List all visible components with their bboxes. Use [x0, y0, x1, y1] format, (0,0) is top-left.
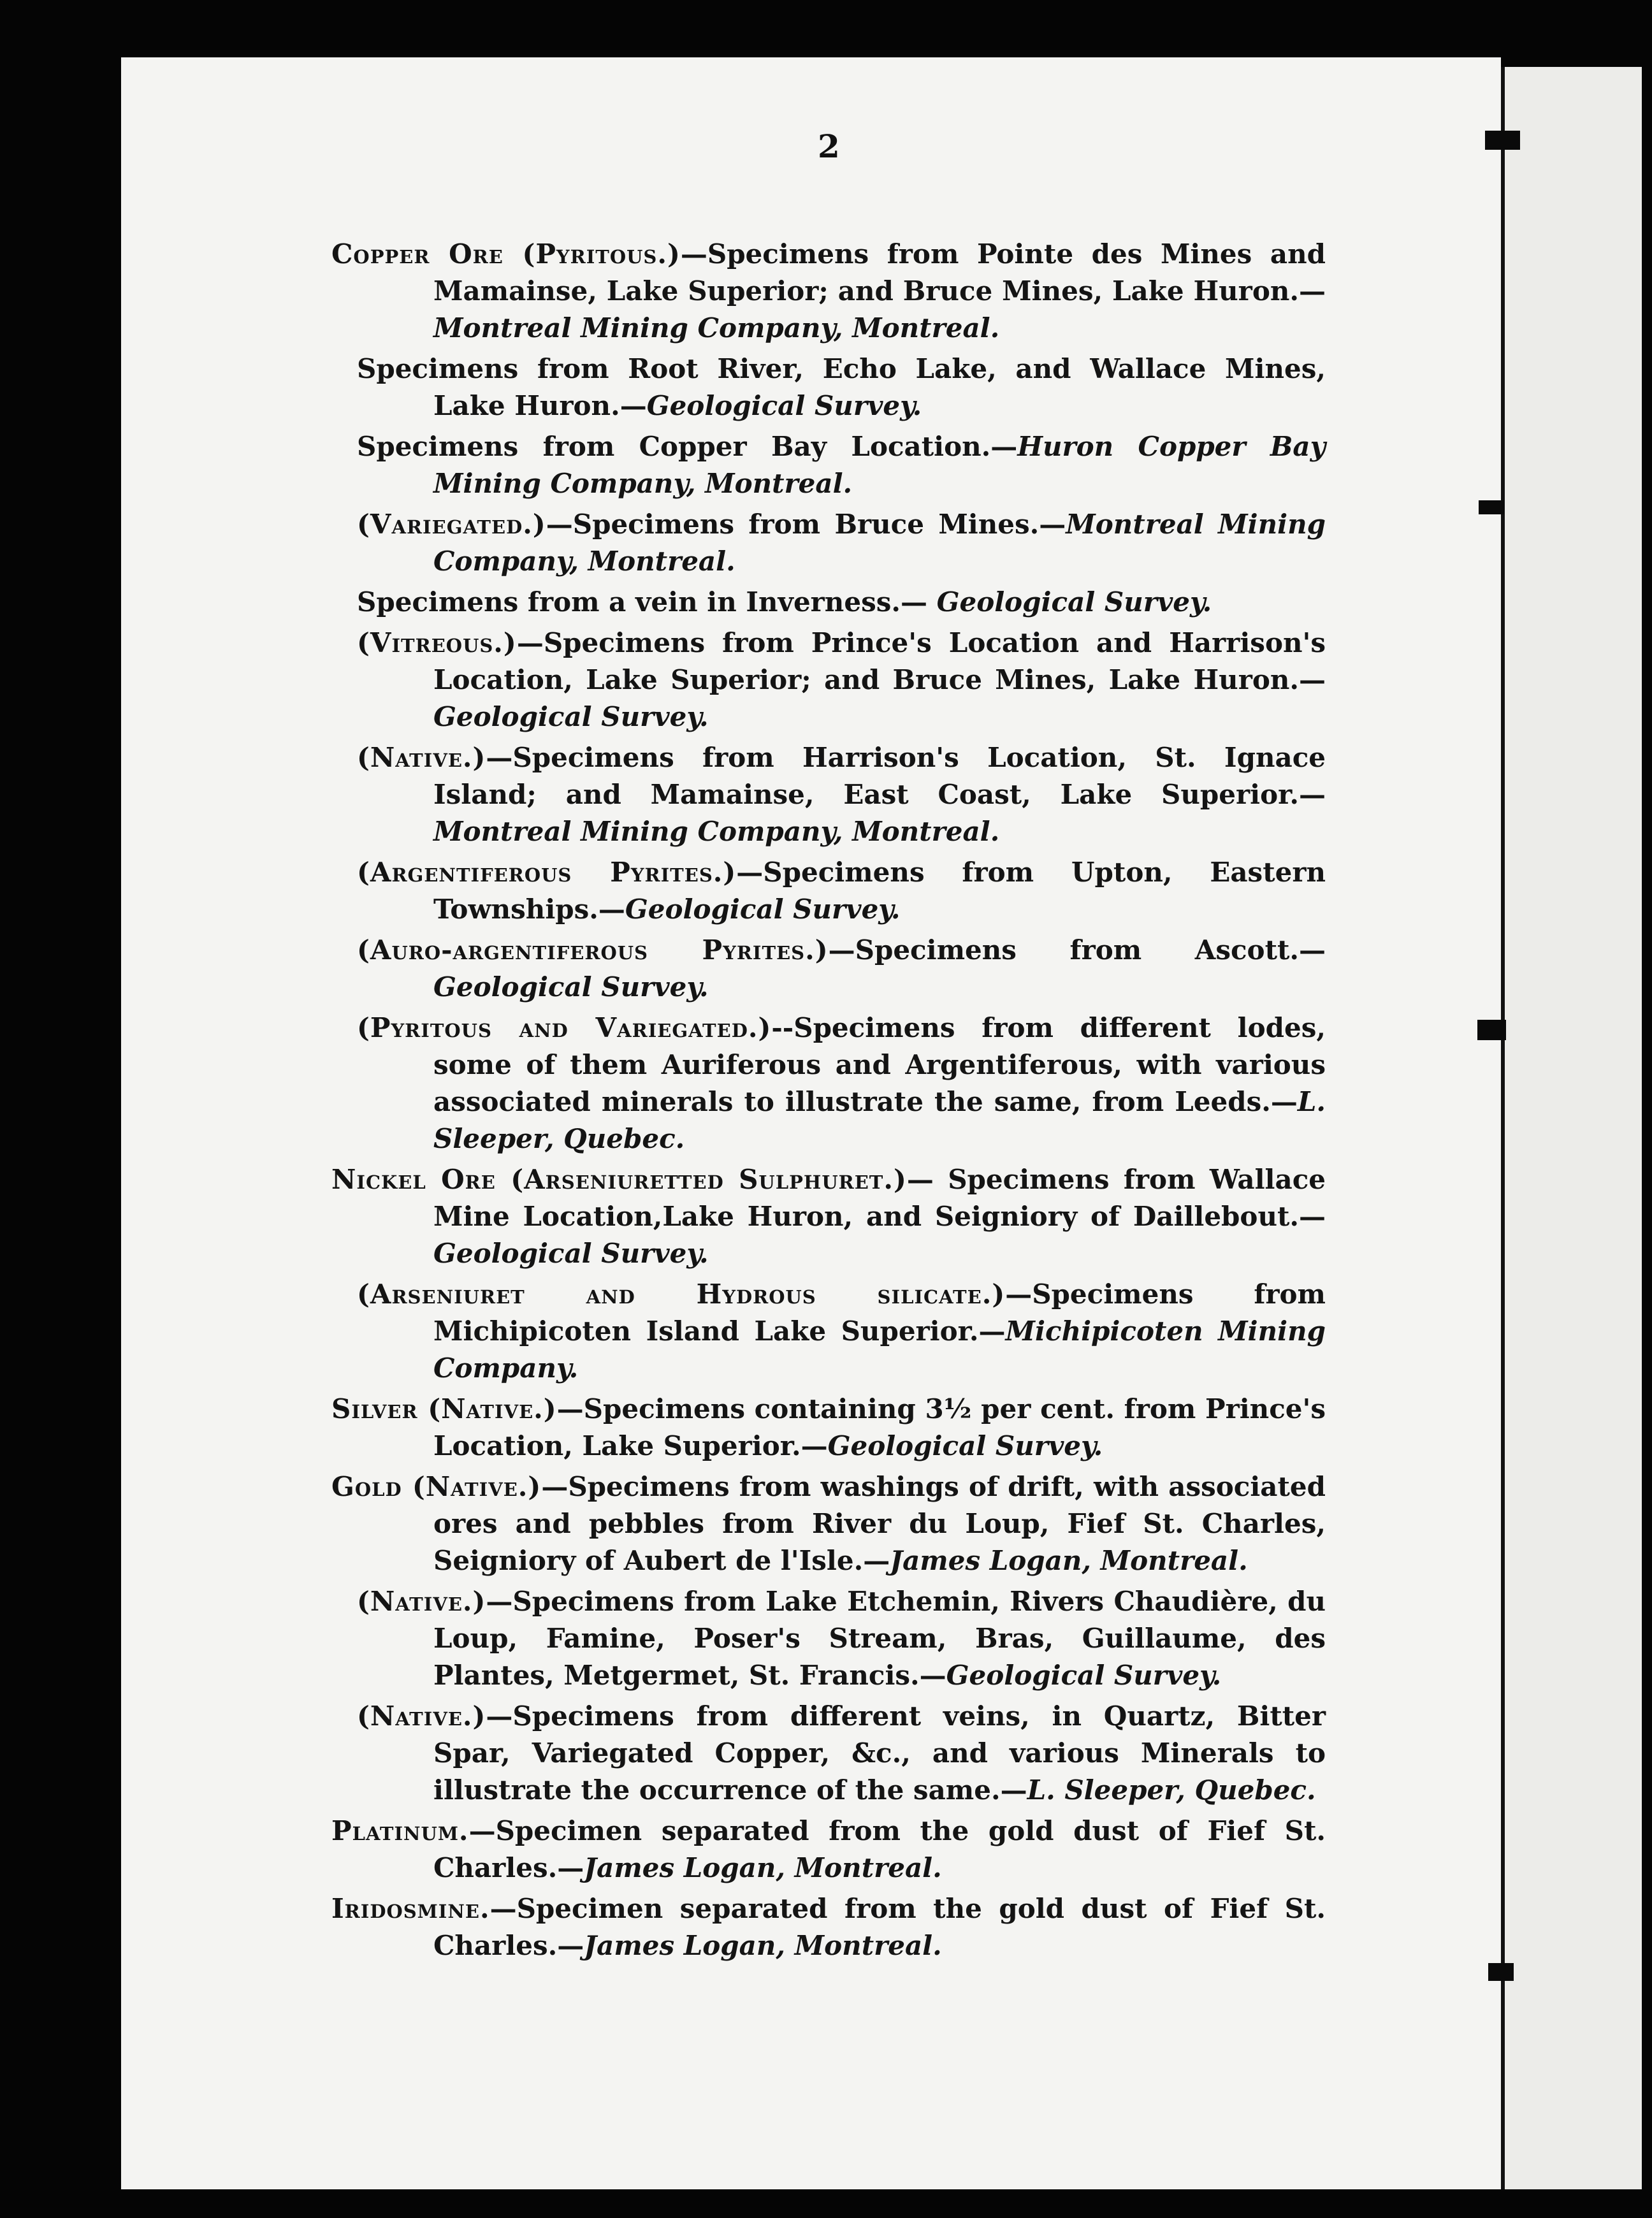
entry-heading: Copper Ore (Pyritous.) [331, 238, 681, 270]
entry-source: Montreal Mining Company, Montreal. [433, 312, 1000, 344]
entry-heading: (Pyritous and Variegated.) [357, 1012, 772, 1043]
catalogue-entry [331, 854, 1326, 928]
catalogue-entry [331, 506, 1326, 580]
catalogue-entries [331, 236, 1326, 1968]
entry-description: Specimens from a vein in Inverness.— [357, 586, 937, 618]
entry-description: Specimens from Root River, Echo Lake, and Wallace Mines, Lake Huron.— [357, 353, 1326, 421]
entry-heading: (Native.) [357, 1700, 486, 1732]
entry-description: —Specimens from Bruce Mines.— [546, 509, 1066, 540]
page-edge-mark [1488, 1963, 1514, 1981]
catalogue-entry [331, 236, 1326, 347]
entry-source: Geological Survey. [936, 586, 1212, 618]
entry-description: —Specimen separated from the gold dust of Fief St. Charles.— [433, 1893, 1326, 1961]
entry-description: — Specimens from Wallace Mine Location,Lake Huron, and Seigniory of Daillebout.— [433, 1164, 1326, 1232]
entry-source: L. Sleeper, Quebec. [433, 1086, 1326, 1154]
entry-source: Geological Survey. [625, 894, 901, 925]
catalogue-entry [331, 1583, 1326, 1694]
catalogue-entry [331, 739, 1326, 850]
page-edge-mark [1479, 500, 1504, 514]
entry-description: —Specimens from Ascott.— [828, 934, 1326, 966]
entry-source: Geological Survey. [433, 971, 709, 1003]
entry-heading: (Auro-argentiferous Pyrites.) [357, 934, 829, 966]
catalogue-entry [331, 584, 1326, 621]
entry-source: James Logan, Montreal. [584, 1852, 942, 1883]
entry-heading: (Native.) [357, 1586, 486, 1617]
entry-description: —Specimens from washings of drift, with associated ores and pebbles from River du Loup, Fief St. Charles, Seigniory of Aubert de l'Isle.— [433, 1471, 1326, 1576]
entry-source: Montreal Mining Company, Montreal. [433, 816, 1000, 847]
entry-heading: (Variegated.) [357, 509, 546, 540]
entry-description: —Specimens from Upton, Eastern Townships.— [433, 857, 1326, 925]
entry-source: Geological Survey. [433, 701, 709, 732]
catalogue-entry [331, 932, 1326, 1006]
entry-heading: (Arseniuret and Hydrous silicate.) [357, 1279, 1006, 1310]
entry-description: —Specimens from Michipicoten Island Lake Superior.— [433, 1279, 1326, 1347]
entry-heading: (Native.) [357, 742, 486, 773]
entry-description: --Specimens from different lodes, some of them Auriferous and Argentiferous, with various associated minerals to illustrate the same, from Leeds.— [433, 1012, 1326, 1117]
catalogue-entry [331, 1276, 1326, 1387]
entry-description: —Specimens from Lake Etchemin, Rivers Chaudière, du Loup, Famine, Poser's Stream, Bras, Guillaume, des Plantes, Metgermet, St. Francis.— [433, 1586, 1326, 1691]
catalogue-entry [331, 625, 1326, 736]
entry-heading: Silver (Native.) [331, 1393, 557, 1424]
entry-description: —Specimens from Prince's Location and Harrison's Location, Lake Superior; and Bruce Mines, Lake Huron.— [433, 627, 1326, 695]
catalogue-entry [331, 428, 1326, 502]
entry-description: —Specimens containing 3½ per cent. from Prince's Location, Lake Superior.— [433, 1393, 1326, 1461]
facing-page-edge [1501, 67, 1642, 2189]
catalogue-entry [331, 1010, 1326, 1157]
catalogue-entry [331, 1391, 1326, 1465]
catalogue-entry [331, 1468, 1326, 1579]
catalogue-entry [331, 351, 1326, 424]
entry-description: —Specimens from Pointe des Mines and Mamainse, Lake Superior; and Bruce Mines, Lake Huron.— [433, 238, 1326, 307]
entry-source: Geological Survey. [946, 1660, 1222, 1691]
entry-heading: Iridosmine. [331, 1893, 490, 1924]
entry-source: James Logan, Montreal. [890, 1545, 1248, 1576]
entry-description: —Specimen separated from the gold dust of Fief St. Charles.— [433, 1815, 1326, 1883]
catalogue-entry [331, 1161, 1326, 1272]
entry-source: Geological Survey. [646, 390, 922, 421]
entry-source: Huron Copper Bay Mining Company, Montreal. [433, 431, 1326, 499]
entry-description: Specimens from Copper Bay Location.— [357, 431, 1018, 462]
entry-description: —Specimens from Harrison's Location, St. Ignace Island; and Mamainse, East Coast, Lake Superior.— [433, 742, 1326, 810]
entry-heading: Platinum. [331, 1815, 469, 1846]
entry-source: L. Sleeper, Quebec. [1027, 1774, 1316, 1806]
entry-source: Geological Survey. [827, 1430, 1103, 1461]
page-edge-mark [1477, 1020, 1506, 1040]
entry-heading: Gold (Native.) [331, 1471, 542, 1502]
entry-source: Montreal Mining Company, Montreal. [433, 509, 1326, 577]
catalogue-entry [331, 1890, 1326, 1964]
entry-description: —Specimens from different veins, in Quartz, Bitter Spar, Variegated Copper, &c., and various Minerals to illustrate the occurrence of the same.— [433, 1700, 1326, 1806]
entry-source: Geological Survey. [433, 1238, 709, 1269]
catalogue-entry [331, 1813, 1326, 1887]
entry-source: Michipicoten Mining Company. [433, 1316, 1326, 1384]
catalogue-entry [331, 1698, 1326, 1809]
entry-heading: (Vitreous.) [357, 627, 517, 658]
entry-heading: Nickel Ore (Arseniuretted Sulphuret.) [331, 1164, 907, 1195]
page-number: 2 [818, 127, 840, 165]
entry-source: James Logan, Montreal. [584, 1930, 942, 1961]
entry-heading: (Argentiferous Pyrites.) [357, 857, 737, 888]
